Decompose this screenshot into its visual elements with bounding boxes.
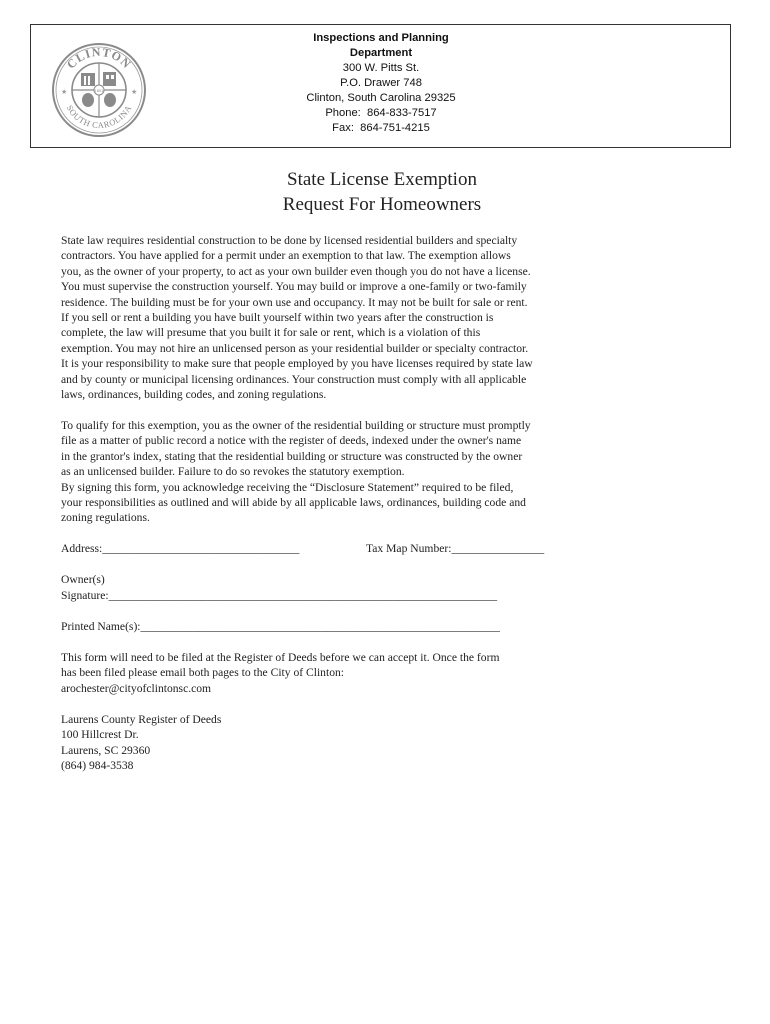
register-city: Laurens, SC 29360 [61,743,151,757]
document-title [0,167,764,217]
paragraph-line: your responsibilities as outlined and will abide by all applicable laws, ordinances, building code and [61,496,526,510]
register-street: 100 Hillcrest Dr. [61,728,139,742]
paragraph-line: and by county or municipal licensing ordinances. Your construction must comply with all applicable [61,372,527,386]
paragraph-line: If you sell or rent a building you have built yourself within two years after the construction is [61,311,494,325]
department-info [261,31,501,136]
paragraph-line: as an unlicensed builder. Failure to do so revokes the statutory exemption. [61,465,405,479]
paragraph-line: exemption. You may not hire an unlicensed person as your residential builder or specialty contractor. [61,341,529,355]
fax-number: Fax: 864-751-4215 [332,122,430,134]
register-name: Laurens County Register of Deeds [61,713,222,726]
filing-note [61,650,581,696]
paragraph-line: By signing this form, you acknowledge receiving the “Disclosure Statement” required to be filed, [61,480,514,494]
register-phone: (864) 984-3538 [61,759,134,773]
paragraph-line: zoning regulations. [61,511,150,525]
paragraph-line: State law requires residential construction to be done by licensed residential builders and specialty [61,234,518,247]
svg-text:CLINTON: CLINTON [63,44,135,72]
paragraph-line: To qualify for this exemption, you as the owner of the residential building or structure must promptly [61,419,531,432]
paragraph-line: laws, ordinances, building codes, and zoning regulations. [61,388,327,402]
filing-note-line: has been filed please email both pages to the City of Clinton: [61,666,345,680]
register-of-deeds-address [61,712,581,774]
signature-field[interactable]: Signature:___________________________________________________________________ [61,589,498,602]
letterhead-box [30,24,731,148]
svg-text:1852: 1852 [94,89,104,93]
department-name-line2: Department [349,47,413,59]
department-name-line1: Inspections and Planning [313,32,449,44]
paragraph-line: contractors. You have applied for a permit under an exemption to that law. The exemption allows [61,249,511,263]
printed-names-field[interactable]: Printed Name(s):______________________________________________________________ [61,620,500,633]
phone-number: Phone: 864-833-7517 [325,107,437,119]
paragraph-line: You must supervise the construction yourself. You may build or improve a one-family or two-family [61,280,527,294]
paragraph-line: in the grantor's index, stating that the residential building or structure was constructed by the owner [61,449,523,463]
filing-note-line: This form will need to be filed at the Register of Deeds before we can accept it. Once the form [61,651,500,664]
paragraph-line: residence. The building must be for your own use and occupancy. It may not be built for sale or rent. [61,295,528,309]
paragraph-requirements [61,233,581,402]
address-field[interactable]: Address:__________________________________ [61,542,300,555]
paragraph-line: complete, the law will presume that you built it for sale or rent, which is a violation of this [61,326,481,340]
svg-text:★: ★ [131,88,138,96]
paragraph-qualification [61,418,581,526]
owner-label: Owner(s) [61,573,105,586]
svg-text:SOUTH CAROLINA: SOUTH CAROLINA [64,103,134,131]
city-seal-logo [51,42,147,138]
paragraph-line: file as a matter of public record a notice with the register of deeds, indexed under the owner's name [61,434,522,448]
city-state-zip: Clinton, South Carolina 29325 [306,92,456,104]
paragraph-line: you, as the owner of your property, to act as your own builder even though you do not have a license. [61,264,531,278]
paragraph-line: It is your responsibility to make sure that people employed by you have licenses required by state law [61,357,533,371]
email-link[interactable]: arochester@cityofclintonsc.com [61,681,212,695]
tax-map-number-field[interactable]: Tax Map Number:________________ [366,542,545,555]
title-line1: State License Exemption [287,169,477,190]
po-box: P.O. Drawer 748 [340,77,422,89]
title-line2: Request For Homeowners [282,194,482,215]
svg-text:★: ★ [61,88,68,96]
street-address: 300 W. Pitts St. [342,62,420,74]
